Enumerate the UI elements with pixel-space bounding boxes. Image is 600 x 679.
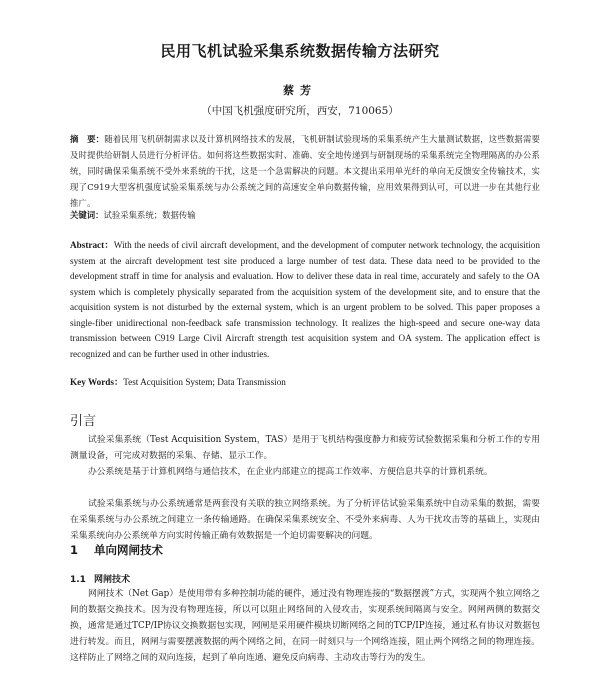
abstract-cn-text: 随着民用飞机研制需求以及计算机网络技术的发展，飞机研制试验现场的采集系统产生大量测试数据，这些数据需要及时提供给研制人员进行分析评估。如何将这些数据实时、准确、安全地传递到与研制现场的采集系统完全物理隔离的办公系统，同时确保采集系统不受外来系统的干扰，这是一个急需解决的问题。本文提出采用单光纤的单向无反馈安全传输技术，实现了C919大型客机强度试验采集系统与办公系统之间的高速安全单向数据传输，应用效果得到认可，可以进一步在其他行业推广。: [70, 134, 540, 208]
keywords-en: [70, 374, 540, 388]
section-1-1-title: 网闸技术: [94, 575, 131, 585]
section-1-number: 1: [70, 543, 79, 557]
intro-paragraph-3: [70, 496, 540, 544]
section-intro-title: 引言: [70, 414, 97, 429]
section-1-title: 单向网闸技术: [94, 543, 163, 557]
abstract-en-text: With the needs of civil aircraft development, and the development of computer network technology, the acquisition system at the aircraft development test site produced a large number of test data. These data need to be provided to the development straff in time for analysis and evaluation. How to deliver these data in real time, accurately and safely to the OA system which is completely physically separated from the acquisition system of the development site, and to ensure that the acquisition system is not disturbed by the external system, which is an urgent problem to be solved. This paper proposes a single-fiber unidirectional non-feedback safe transmission technology. It realizes the high-speed and secure one-way data transmission between C919 Large Civil Aircraft strength test acquisition system and OA system. The application effect is recognized and can be further used in other industries.: [70, 240, 540, 359]
keywords-cn: [70, 209, 540, 221]
section-1-heading: [70, 542, 163, 558]
keywords-en-label: Key Words：: [70, 377, 124, 387]
section-1-1-heading: [70, 572, 130, 585]
paper-author: 蔡芳: [283, 84, 317, 97]
paper-affiliation: （中国飞机强度研究所，西安，710065）: [201, 105, 399, 117]
intro-paragraph-1: [70, 432, 540, 464]
section-1-1-number: 1.1: [70, 575, 86, 585]
abstract-cn: [70, 131, 540, 211]
paper-title: 民用飞机试验采集系统数据传输方法研究: [160, 42, 440, 60]
abstract-en-label: Abstract：: [70, 240, 114, 250]
abstract-cn-label: 摘 要：: [70, 134, 105, 144]
section-1-1-paragraph: [70, 586, 540, 666]
keywords-en-text: Test Acquisition System; Data Transmission: [123, 377, 286, 387]
intro-p1-text: 试验采集系统（Test Acquisition System，TAS）是用于飞机结构强度静力和疲劳试验数据采集和分析工作的专用测量设备，可完成对数据的采集、存储、显示工作。: [70, 435, 540, 461]
section-1-1-text: 网闸技术（Net Gap）是使用带有多种控制功能的硬件，通过没有物理连接的“数据摆渡”方式，实现两个独立网络之间的数据交换技术。因为没有物理连接，所以可以阻止网络间的入侵攻击，实现系统间隔离与安全。网闸两侧的数据交换，通常是通过TCP/IP协议交换数据包实现，网闸是采用硬件模块切断网络之间的TCP/IP连接，通过私有协议对数据包进行转发。而且，网闸与需要摆渡数据的两个网络之间，在同一时刻只与一个网络连接，阻止两个网络之间的物理连接。这样防止了网络之间的双向连接，起到了单向连通、避免反向病毒、主动攻击等行为的发生。: [70, 589, 540, 663]
keywords-cn-text: 试验采集系统；数据传输: [103, 210, 196, 220]
intro-p3-text: 试验采集系统与办公系统通常是两套没有关联的独立网络系统。为了分析评估试验采集系统中自动采集的数据，需要在采集系统与办公系统之间建立一条传输通路。在确保采集系统安全、不受外来病毒、人为干扰攻击等的基础上，实现由采集系统向办公系统单方向实时传输正确有效数据是一个迫切需要解决的问题。: [70, 499, 540, 541]
intro-p2-text: 办公系统是基于计算机网络与通信技术，在企业内部建立的提高工作效率、方便信息共享的计算机系统。: [88, 467, 493, 477]
intro-paragraph-2: [70, 464, 540, 480]
keywords-cn-label: 关键词：: [70, 210, 104, 220]
abstract-en: [70, 238, 540, 362]
